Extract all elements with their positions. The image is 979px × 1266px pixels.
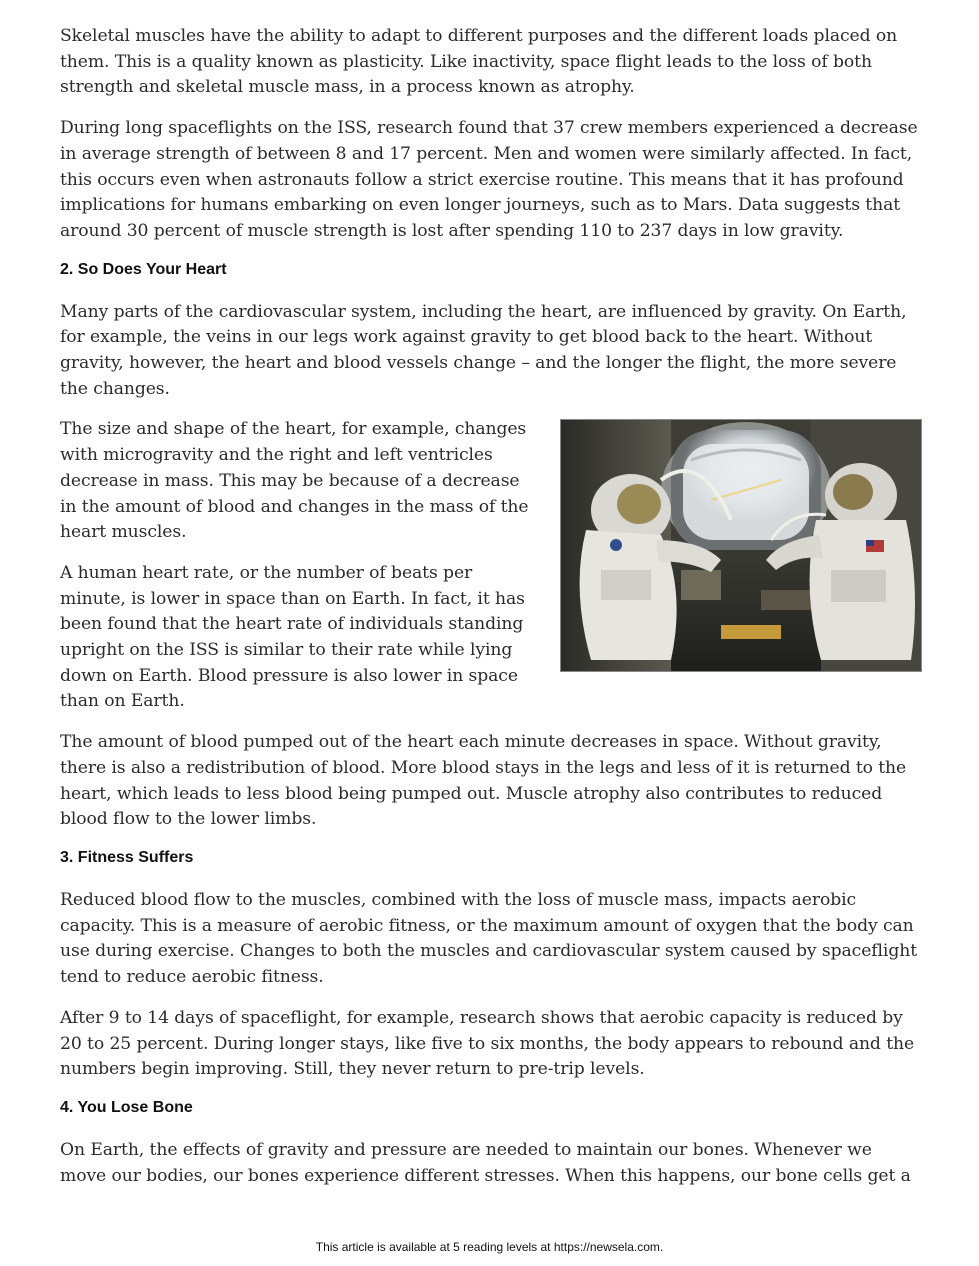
section-heading-fitness: 3. Fitness Suffers	[60, 848, 194, 866]
paragraph-plasticity: Skeletal muscles have the ability to adapt to different purposes and the different loads placed on them. This is a quality known as plasticity. Like inactivity, space flight leads to the loss of both strength and skeletal muscle mass, in a process known as atrophy.	[60, 26, 898, 98]
paragraph-heart-shape: The size and shape of the heart, for example, changes with microgravity and the right and left ventricles decrease in mass. This may be because of a decrease in the amount of blood and changes in the mass of the heart muscles.	[60, 419, 529, 543]
paragraph-strength-loss: During long spaceflights on the ISS, research found that 37 crew members experienced a decrease in average strength of between 8 and 17 percent. Men and women were similarly affected. In fact, this occurs even when astronauts follow a strict exercise routine. This means that it has profound implications for humans embarking on even longer journeys, such as to Mars. Data suggests that around 30 percent of muscle strength is lost after spending 110 to 237 days in low gravity.	[60, 118, 918, 241]
paragraph-cardiovascular: Many parts of the cardiovascular system, including the heart, are influenced by gravity. On Earth, for example, the veins in our legs work against gravity to get blood back to the heart. Without gravity, however, the heart and blood vessels change – and the longer the flight, the more severe the changes.	[60, 301, 907, 399]
paragraph-aerobic-capacity: Reduced blood flow to the muscles, combined with the loss of muscle mass, impacts aerobic capacity. This is a measure of aerobic fitness, or the maximum amount of oxygen that the body can use during exercise. Changes to both the muscles and cardiovascular system caused by spaceflight tend to reduce aerobic fitness.	[60, 889, 918, 988]
section-heading-bone: 4. You Lose Bone	[60, 1098, 193, 1116]
paragraph-heart-rate: A human heart rate, or the number of beats per minute, is lower in space than on Earth. In fact, it has been found that the heart rate of individuals standing upright on the ISS is similar to their rate while lying down on Earth. Blood pressure is also lower in space than on Earth.	[60, 562, 525, 712]
page-footer: This article is available at 5 reading levels at https://newsela.com.	[315, 1240, 664, 1254]
section-heading-heart: 2. So Does Your Heart	[60, 260, 227, 278]
figure-section	[60, 417, 922, 730]
paragraph-blood-flow: The amount of blood pumped out of the heart each minute decreases in space. Without gravity, there is also a redistribution of blood. More blood stays in the legs and less of it is returned to the heart, which leads to less blood being pumped out. Muscle atrophy also contributes to reduced blood flow to the lower limbs.	[60, 732, 907, 830]
paragraph-aerobic-reduction: After 9 to 14 days of spaceflight, for example, research shows that aerobic capacity is reduced by 20 to 25 percent. During longer stays, like five to six months, the body appears to rebound and the numbers begin improving. Still, they never return to pre-trip levels.	[60, 1007, 915, 1080]
article-body	[60, 24, 922, 1204]
paragraph-bone: On Earth, the effects of gravity and pressure are needed to maintain our bones. Whenever we move our bodies, our bones experience different stresses. When this happens, our bone cells get a	[60, 1139, 911, 1186]
astronauts-photo	[560, 419, 922, 672]
astronauts-airlock-image	[561, 420, 922, 672]
